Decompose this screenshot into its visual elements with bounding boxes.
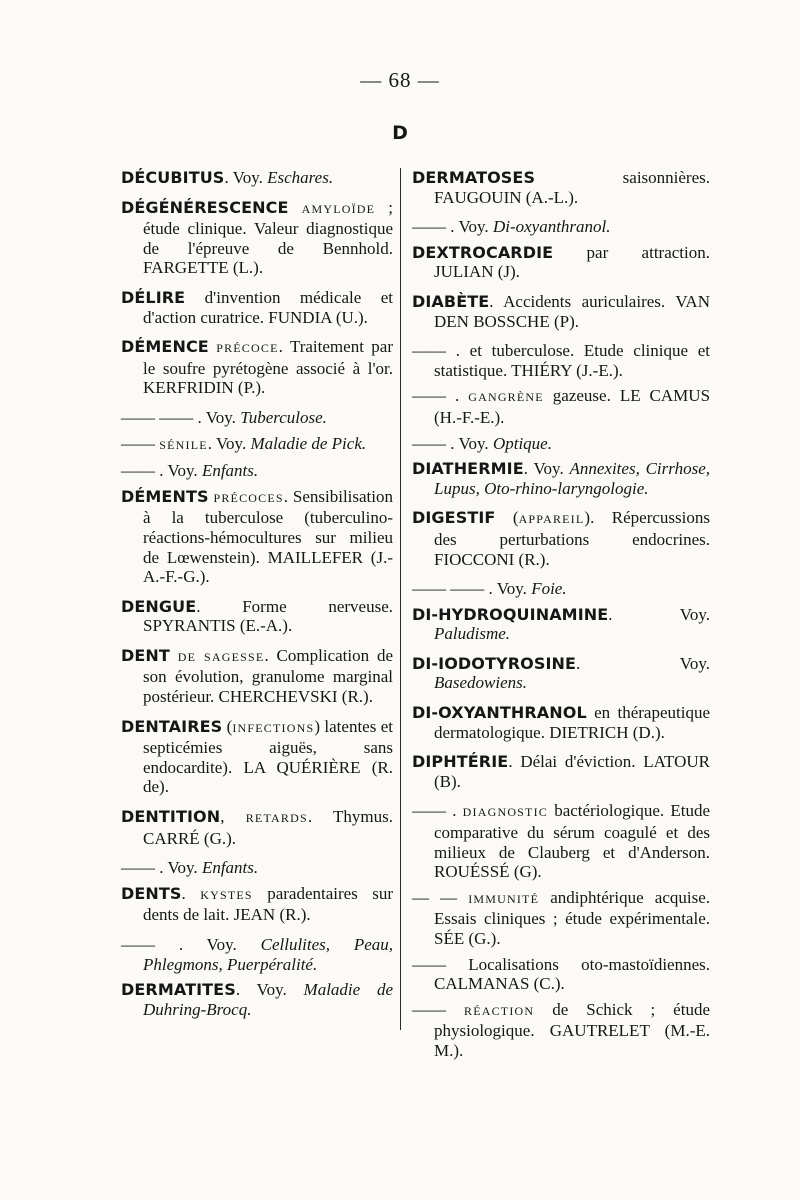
entry-headword: DENTS — [121, 883, 182, 903]
entry-headword: DENGUE — [121, 596, 197, 616]
entry-qualifier: KYSTES — [200, 887, 253, 902]
repeat-dash: —— — [412, 999, 446, 1019]
entry-see-also: . Voy. — [235, 980, 304, 1000]
entry-text: , — [220, 807, 246, 827]
repeat-dash: —— — [412, 386, 446, 406]
entry-headword: DÉLIRE — [121, 287, 186, 307]
index-entry — [412, 508, 710, 569]
entry-text: . Forme nerveuse. SPYRANTIS (E.-A.). — [143, 596, 393, 636]
entry-see-also: . Voy. — [224, 168, 268, 187]
index-entry — [121, 935, 393, 974]
entry-qualifier: PRÉCOCES — [213, 490, 284, 505]
entry-see-also: . Voy. — [450, 217, 493, 237]
index-entry — [121, 858, 393, 878]
entry-text: paradentaires sur dents de lait. JEAN (R.). — [143, 883, 393, 925]
entry-headword: DEXTROCARDIE — [412, 242, 554, 262]
entry-headword: DERMATOSES — [412, 168, 536, 187]
index-entry — [412, 1000, 710, 1061]
entry-text: d'invention médicale et d'action curatrice. FUNDIA (U.). — [143, 287, 393, 327]
section-letter: D — [392, 122, 408, 144]
entry-text: . — [452, 801, 463, 821]
entry-text: . — [181, 883, 201, 903]
entry-reference: Enfants. — [201, 461, 259, 481]
index-entry — [121, 198, 393, 278]
entry-qualifier: DIAGNOSTIC — [462, 805, 548, 820]
entry-text: . Traitement par le soufre pyrétogène associé à l'or. KERFRIDIN (P.). — [143, 337, 393, 398]
entry-headword: DI-IODOTYROSINE — [412, 653, 577, 673]
entry-see-also: . Voy. — [207, 433, 251, 453]
entry-headword: DIPHTÉRIE — [412, 752, 509, 772]
right-column — [412, 168, 710, 1067]
repeat-dash: —— —— — [412, 579, 485, 599]
entry-qualifier: AMYLOÏDE — [301, 201, 376, 216]
entry-reference: Di-oxyanthranol. — [492, 217, 611, 237]
entry-see-also: . Voy. — [197, 407, 241, 427]
repeat-dash: —— — [412, 433, 446, 453]
entry-reference: Basedowiens. — [434, 673, 528, 693]
index-entry — [412, 459, 710, 498]
entry-see-also: . Voy. — [488, 579, 532, 599]
index-entry — [412, 243, 710, 282]
index-entry — [121, 487, 393, 587]
entry-qualifier: APPAREIL — [518, 512, 585, 527]
entry-reference: Tuberculose. — [240, 407, 327, 427]
entry-see-also: . Voy. — [178, 935, 261, 954]
entry-text: ( — [222, 716, 233, 736]
index-entry — [121, 717, 393, 797]
repeat-dash: — — — [412, 887, 458, 907]
index-entry — [412, 801, 710, 881]
entry-text: . Complication de son évolution, granulome marginal postérieur. CHERCHEVSKI (R.). — [143, 645, 394, 707]
entry-text: ( — [495, 508, 519, 528]
entry-reference: Eschares. — [267, 168, 334, 187]
page-number: — 68 — — [360, 68, 440, 92]
entry-text: . Thymus. CARRÉ (G.). — [143, 807, 393, 848]
entry-text: ). Répercussions des perturbations endocrines. FIOCCONI (R.). — [434, 508, 710, 569]
index-entry — [121, 884, 393, 925]
entry-qualifier: DE SAGESSE — [177, 649, 265, 664]
entry-headword: DENTITION — [121, 807, 221, 827]
repeat-dash: —— — [121, 461, 155, 481]
entry-headword: DÉGÉNÉRESCENCE — [121, 197, 289, 217]
index-entry — [412, 654, 710, 693]
entry-see-also: . Voy. — [159, 858, 202, 878]
entry-headword: DÉCUBITUS — [121, 168, 225, 187]
entry-reference: Foie. — [531, 579, 567, 599]
index-entry — [412, 434, 710, 454]
entry-headword: DÉMENTS — [121, 486, 209, 506]
entry-headword: DIATHERMIE — [412, 459, 524, 479]
entry-text: Localisations oto-mastoïdiennes. CALMANAS (C.). — [434, 954, 710, 994]
entry-see-also: . Voy. — [576, 653, 710, 673]
index-entry — [121, 288, 393, 327]
entry-headword: DI-OXYANTHRANOL — [412, 703, 587, 723]
entry-headword: DÉMENCE — [121, 337, 209, 357]
entry-text: ) latentes et septicémies aiguës, sans endocardite). LA QUÉRIÈRE (R. de). — [143, 716, 393, 797]
repeat-dash: —— — [412, 954, 446, 974]
entry-qualifier: GANGRÈNE — [468, 390, 544, 405]
index-entry — [121, 337, 393, 398]
index-entry — [121, 597, 393, 636]
repeat-dash: —— — [121, 858, 155, 878]
entry-see-also: . Voy. — [159, 461, 202, 481]
index-entry — [412, 341, 710, 380]
index-entry — [121, 646, 393, 707]
entry-see-also: . Voy. — [523, 459, 570, 479]
entry-qualifier: INFECTIONS — [232, 720, 315, 735]
entry-text: ; étude clinique. Valeur diagnostique de l'épreuve de Bennhold. FARGETTE (L.). — [143, 197, 393, 278]
entry-reference: Cellulites, Peau, Phlegmons, Puerpéralité. — [143, 935, 394, 974]
entry-text: gazeuse. LE CAMUS (H.-F.-E.). — [434, 386, 711, 427]
index-entry — [121, 408, 393, 428]
entry-headword: DIABÈTE — [412, 291, 490, 311]
left-column — [121, 168, 393, 1029]
repeat-dash: —— — [412, 801, 446, 821]
entry-qualifier: PRÉCOCE — [216, 341, 279, 356]
index-entry — [121, 980, 393, 1019]
repeat-dash: —— — [412, 217, 446, 237]
entry-qualifier: RÉACTION — [463, 1003, 535, 1018]
index-entry — [412, 579, 710, 599]
repeat-dash: —— — [121, 935, 155, 954]
index-entry — [412, 168, 710, 207]
repeat-dash: —— —— — [121, 407, 194, 427]
index-entry — [121, 434, 393, 456]
entry-reference: Maladie de Duhring-Brocq. — [143, 980, 393, 1019]
index-entry — [412, 752, 710, 791]
index-entry — [412, 292, 710, 331]
index-entry — [412, 386, 710, 427]
index-entry — [412, 703, 710, 742]
entry-see-also: . Voy. — [608, 604, 710, 624]
entry-headword: DIGESTIF — [412, 508, 496, 528]
column-divider — [400, 168, 401, 1030]
entry-text: saisonnières. FAUGOUIN (A.-L.). — [434, 168, 710, 207]
index-entry — [412, 217, 710, 237]
entry-text: . Délai d'éviction. LATOUR (B). — [434, 752, 710, 791]
entry-reference: Maladie de Pick. — [250, 433, 367, 453]
entry-text: bactériologique. Etude comparative du sérum coagulé et des milieux de Clauberg et d'Anderson. ROUÉSSÉ (G). — [434, 801, 711, 882]
index-entry — [412, 955, 710, 994]
repeat-dash: —— — [121, 433, 155, 453]
entry-reference: Enfants. — [201, 858, 259, 878]
entry-headword: DI-HYDROQUINAMINE — [412, 604, 609, 624]
entry-text: . — [454, 386, 469, 406]
entry-reference: Optique. — [492, 433, 552, 453]
repeat-dash: —— — [412, 341, 446, 361]
entry-text: . Sensibilisation à la tuberculose (tuberculino-réactions-hémocultures sur milieu de Lœwenstein). MAILLEFER (J.-A.-F.-G.). — [143, 486, 393, 587]
entry-reference: Annexites, Cirrhose, Lupus, Oto-rhino-laryngologie. — [434, 459, 710, 498]
entry-text: . et tuberculose. Etude clinique et statistique. THIÉRY (J.-E.). — [434, 341, 711, 380]
index-entry — [121, 168, 393, 188]
entry-headword: DERMATITES — [121, 980, 236, 1000]
entry-text: en thérapeutique dermatologique. DIETRICH (D.). — [434, 703, 710, 742]
entry-reference: Paludisme. — [434, 624, 511, 644]
index-entry — [412, 888, 710, 949]
entry-text: de Schick ; étude physiologique. GAUTRELET (M.-E. M.). — [434, 999, 711, 1060]
entry-qualifier: RETARDS — [245, 811, 308, 826]
index-entry — [121, 461, 393, 481]
entry-text: . Accidents auriculaires. VAN DEN BOSSCHE (P). — [434, 291, 710, 331]
index-entry — [121, 807, 393, 848]
entry-headword: DENT — [121, 645, 170, 665]
entry-headword: DENTAIRES — [121, 716, 223, 736]
entry-qualifier: SÉNILE — [159, 437, 208, 452]
index-entry — [412, 605, 710, 644]
entry-see-also: . Voy. — [450, 433, 493, 453]
entry-text: par attraction. JULIAN (J). — [434, 242, 710, 282]
entry-qualifier: IMMUNITÉ — [468, 891, 540, 906]
entry-text: andiphtérique acquise. Essais cliniques ; étude expérimentale. SÉE (G.). — [434, 887, 710, 948]
